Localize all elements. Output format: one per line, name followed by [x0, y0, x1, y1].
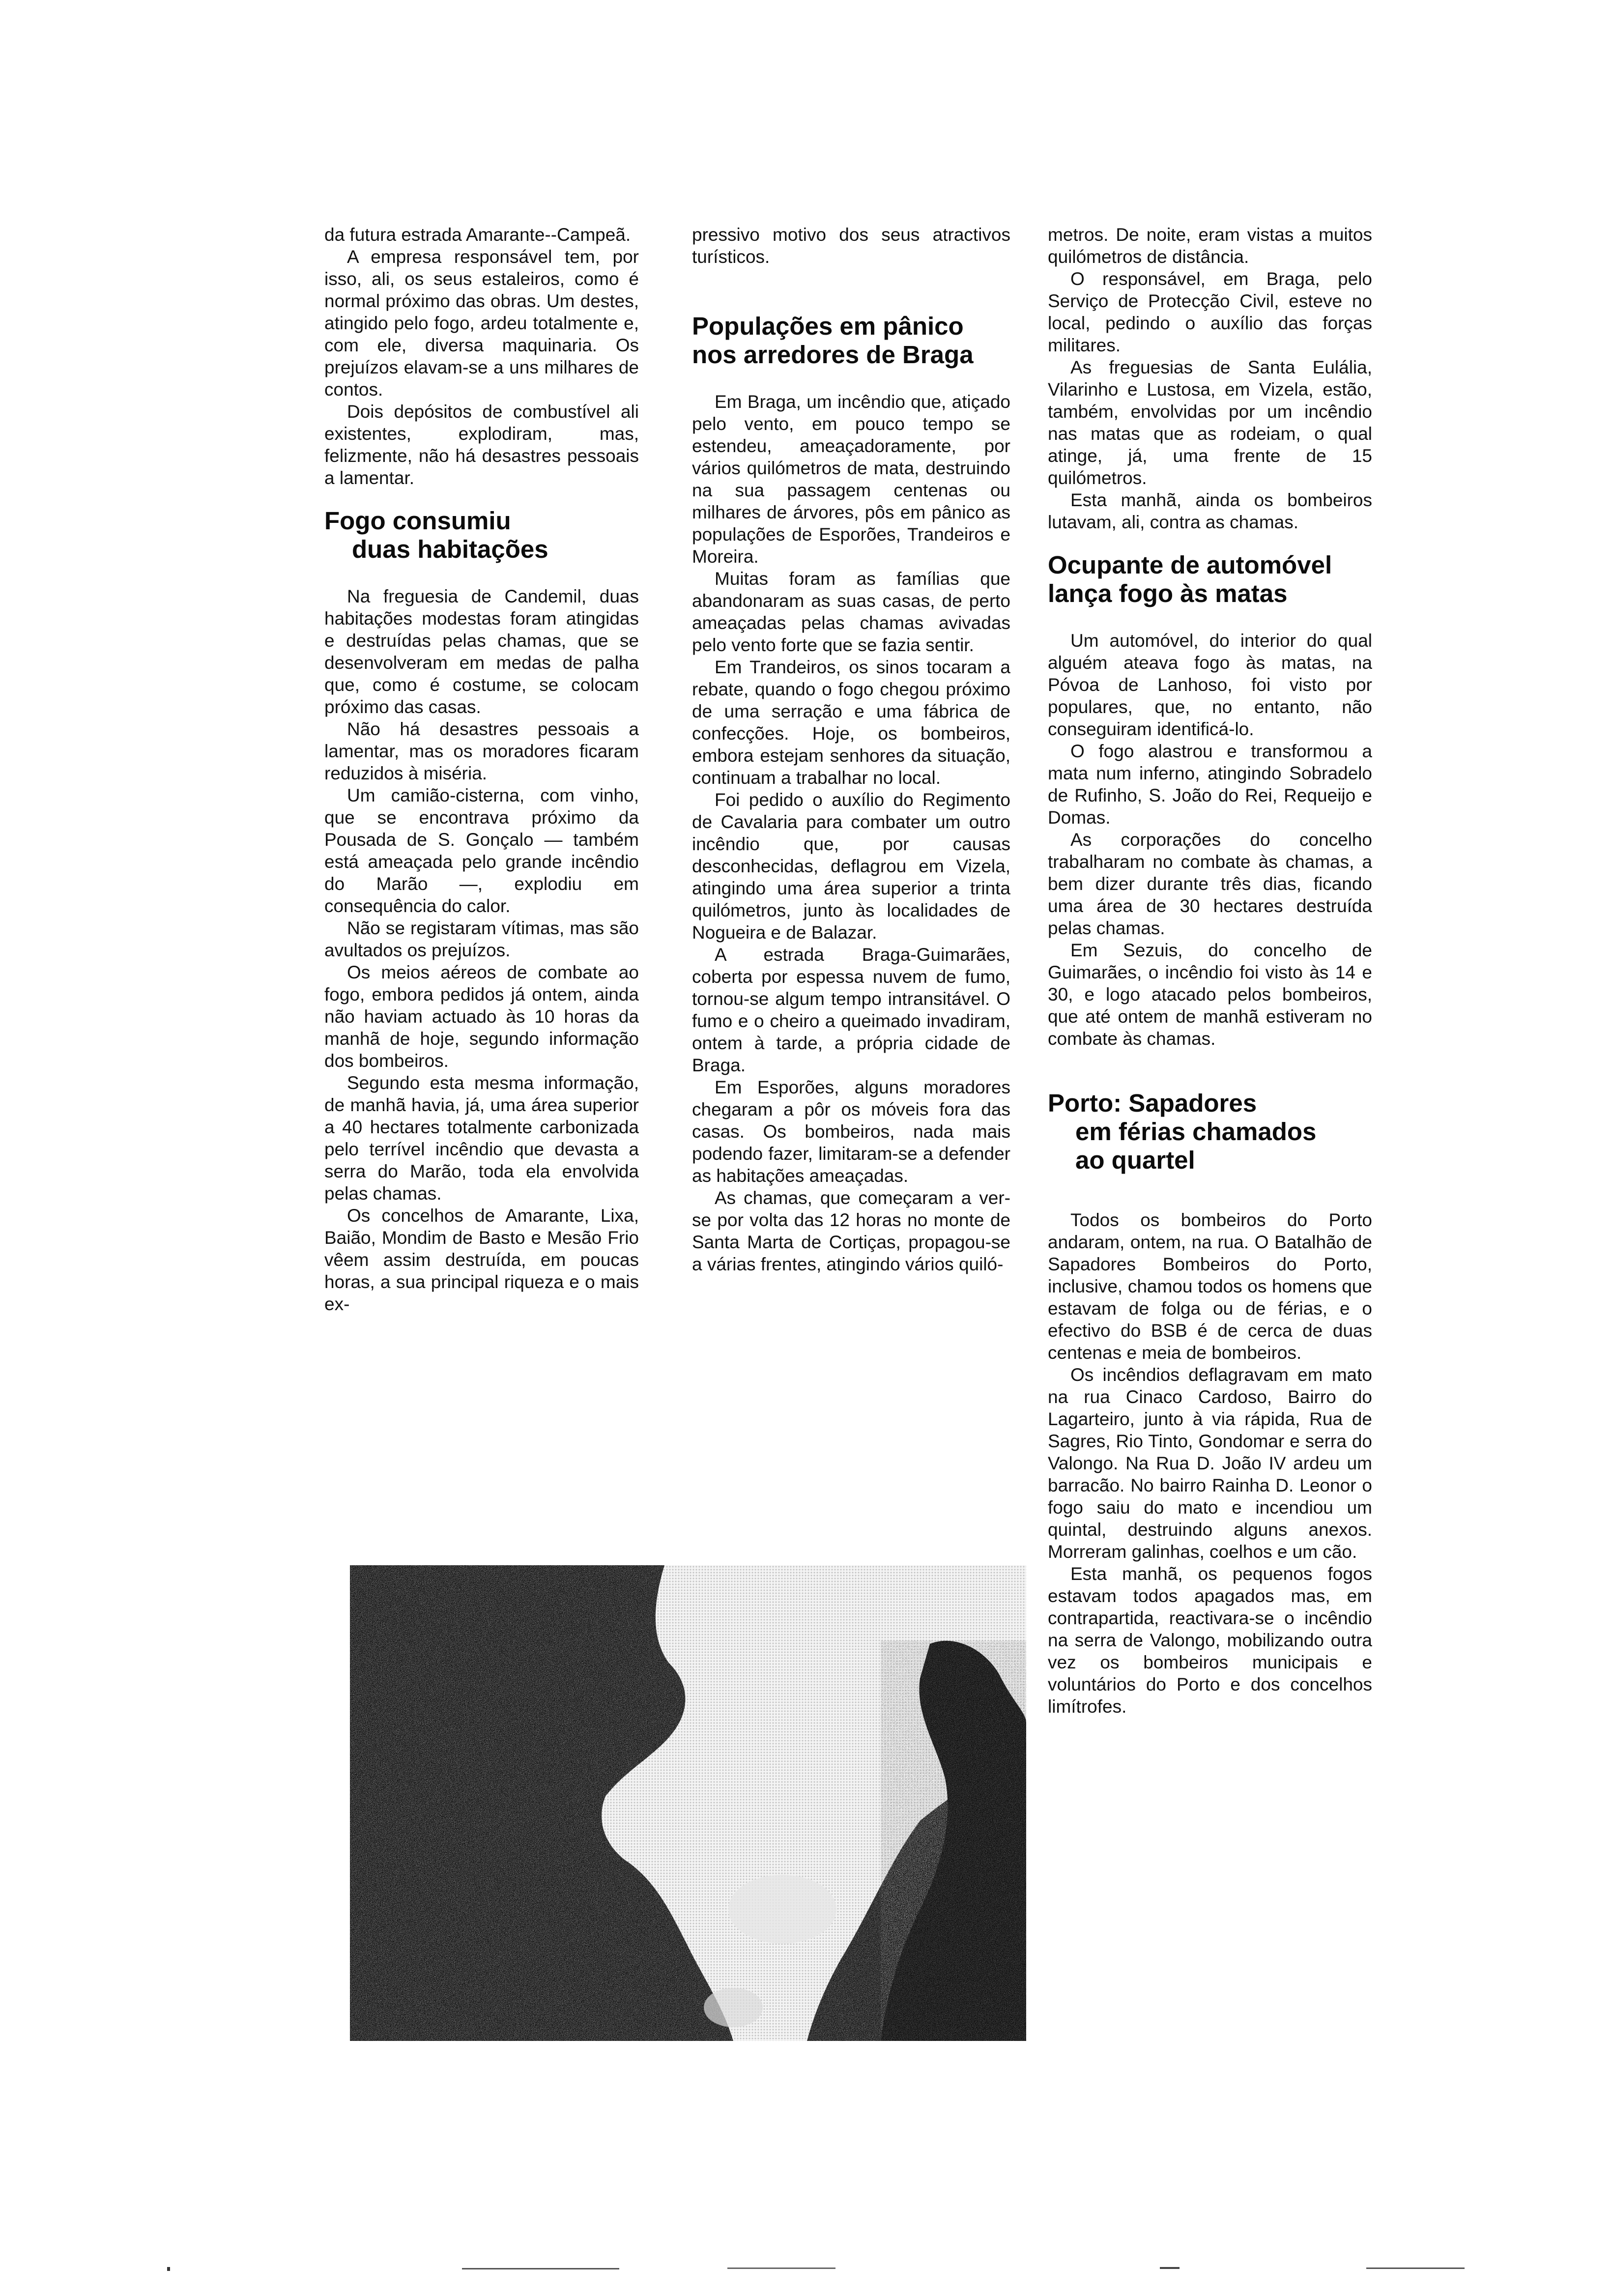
heading-line: Populações em pânico	[692, 312, 964, 340]
paragraph: pressivo motivo dos seus atractivos turísticos.	[692, 225, 1010, 267]
paragraph: Dois depósitos de combustível ali existentes, explodiram, mas, felizmente, não há desastres pessoais a lamentar.	[324, 402, 639, 488]
section-heading	[692, 312, 1010, 369]
paragraph: da futura estrada Amarante--Campeã.	[324, 225, 631, 245]
heading-line: em férias chamados	[1075, 1118, 1317, 1146]
paragraph: Foi pedido o auxílio do Regimento de Cavalaria para combater um outro incêndio que, por causas desconhecidas, deflagrou em Vizela, atingindo uma área superior a trinta quilómetros, junto às localidades de Nogueira e de Balazar.	[692, 790, 1010, 943]
paragraph: Os incêndios deflagravam em mato na rua Cinaco Cardoso, Bairro do Lagarteiro, junto à via rápida, Rua de Sagres, Rio Tinto, Gondomar e serra do Valongo. Na Rua D. João IV ardeu um barracão. No bairro Rainha D. Leonor o fogo saiu do mato e incendiou um quintal, destruindo alguns anexos. Morreram galinhas, coelhos e um cão.	[1048, 1365, 1372, 1562]
heading-line: ao quartel	[1075, 1146, 1195, 1174]
article-column-2	[692, 224, 1010, 1275]
article-column-1	[324, 224, 639, 1315]
paragraph: A estrada Braga-Guimarães, coberta por espessa nuvem de fumo, tornou-se algum tempo intransitável. O fumo e o cheiro a queimado invadiram, ontem à tarde, a própria cidade de Braga.	[692, 945, 1010, 1075]
paragraph: Não se registaram vítimas, mas são avultados os prejuízos.	[324, 918, 639, 960]
paragraph: Em Braga, um incêndio que, atiçado pelo vento, em pouco tempo se estendeu, ameaçadoramente, por vários quilómetros de mata, destruindo na sua passagem centenas ou milhares de árvores, pôs em pânico as populações de Esporões, Trandeiros e Moreira.	[692, 392, 1010, 567]
paragraph: Em Trandeiros, os sinos tocaram a rebate, quando o fogo chegou próximo de uma serração e uma fábrica de confecções. Hoje, os bombeiros, embora estejam senhores da situação, continuam a trabalhar no local.	[692, 657, 1010, 788]
section-heading	[1048, 551, 1372, 608]
paragraph: Em Esporões, alguns moradores chegaram a pôr os móveis fora das casas. Os bombeiros, nada mais podendo fazer, limitaram-se a defender as habitações ameaçadas.	[692, 1077, 1010, 1186]
paragraph: O responsável, em Braga, pelo Serviço de Protecção Civil, esteve no local, pedindo o auxílio das forças militares.	[1048, 269, 1372, 355]
scan-noise	[88, 2263, 1524, 2273]
heading-line: Porto: Sapadores	[1048, 1089, 1257, 1117]
paragraph: As freguesias de Santa Eulália, Vilarinho e Lustosa, em Vizela, estão, também, envolvidas por um incêndio nas matas que as rodeiam, o qual atinge, já, uma frente de 15 quilómetros.	[1048, 357, 1372, 488]
paragraph: Em Sezuis, do concelho de Guimarães, o incêndio foi visto às 14 e 30, e logo atacado pelos bombeiros, que até ontem de manhã estiveram no combate às chamas.	[1048, 940, 1372, 1049]
paragraph: Muitas foram as famílias que abandonaram as suas casas, de perto ameaçadas pelas chamas avivadas pelo vento forte que se fazia sentir.	[692, 569, 1010, 655]
paragraph: Esta manhã, os pequenos fogos estavam todos apagados mas, em contrapartida, reactivara-se o incêndio na serra de Valongo, mobilizando outra vez os bombeiros municipais e voluntários do Porto e dos concelhos limítrofes.	[1048, 1564, 1372, 1717]
paragraph: Um automóvel, do interior do qual alguém ateava fogo às matas, na Póvoa de Lanhoso, foi visto por populares, que, no entanto, não conseguiram identificá-lo.	[1048, 631, 1372, 739]
paragraph: Segundo esta mesma informação, de manhã havia, já, uma área superior a 40 hectares totalmente carbonizada pelo terrível incêndio que devasta a serra do Marão, toda ela envolvida pelas chamas.	[324, 1073, 639, 1204]
paragraph: O fogo alastrou e transformou a mata num inferno, atingindo Sobradelo de Rufinho, S. João do Rei, Requeijo e Domas.	[1048, 741, 1372, 828]
paragraph: Na freguesia de Candemil, duas habitações modestas foram atingidas e destruídas pelas chamas, que se desenvolveram em medas de palha que, como é costume, se colocam próximo das casas.	[324, 586, 639, 717]
paragraph: As corporações do concelho trabalharam no combate às chamas, a bem dizer durante três dias, ficando uma área de 30 hectares destruída pelas chamas.	[1048, 830, 1372, 938]
paragraph: Não há desastres pessoais a lamentar, mas os moradores ficaram reduzidos à miséria.	[324, 719, 639, 783]
paragraph: A empresa responsável tem, por isso, ali, os seus estaleiros, como é normal próximo das obras. Um destes, atingido pelo fogo, ardeu totalmente e, com ele, diversa maquinaria. Os prejuízos elavam-se a uns milhares de contos.	[324, 247, 639, 400]
heading-line: lança fogo às matas	[1048, 579, 1288, 607]
section-heading	[324, 507, 639, 564]
paragraph: Os meios aéreos de combate ao fogo, embora pedidos já ontem, ainda não haviam actuado às 10 horas da manhã de hoje, segundo informação dos bombeiros.	[324, 962, 639, 1071]
paragraph: Esta manhã, ainda os bombeiros lutavam, ali, contra as chamas.	[1048, 490, 1372, 532]
heading-line: duas habitações	[352, 535, 548, 563]
paragraph: metros. De noite, eram vistas a muitos quilómetros de distância.	[1048, 225, 1372, 267]
article-column-3	[1048, 224, 1372, 1718]
paragraph: Um camião-cisterna, com vinho, que se encontrava próximo da Pousada de S. Gonçalo — também está ameaçada pelo grande incêndio do Marão —, explodiu em consequência do calor.	[324, 785, 639, 916]
heading-line: Ocupante de automóvel	[1048, 551, 1332, 579]
paragraph: As chamas, que começaram a ver-se por volta das 12 horas no monte de Santa Marta de Cortiças, propagou-se a várias frentes, atingindo vários quiló-	[692, 1188, 1010, 1274]
paragraph: Todos os bombeiros do Porto andaram, ontem, na rua. O Batalhão de Sapadores Bombeiros do Porto, inclusive, chamou todos os homens que estavam de folga ou de férias, e o efectivo do BSB é de cerca de duas centenas e meia de bombeiros.	[1048, 1210, 1372, 1363]
heading-line: nos arredores de Braga	[692, 341, 974, 369]
heading-line: Fogo consumiu	[324, 507, 511, 535]
section-heading	[1048, 1089, 1372, 1175]
forest-fire-photo	[350, 1565, 1026, 2041]
paragraph: Os concelhos de Amarante, Lixa, Baião, Mondim de Basto e Mesão Frio vêem assim destruída, em poucas horas, a sua principal riqueza e o mais ex-	[324, 1205, 639, 1314]
